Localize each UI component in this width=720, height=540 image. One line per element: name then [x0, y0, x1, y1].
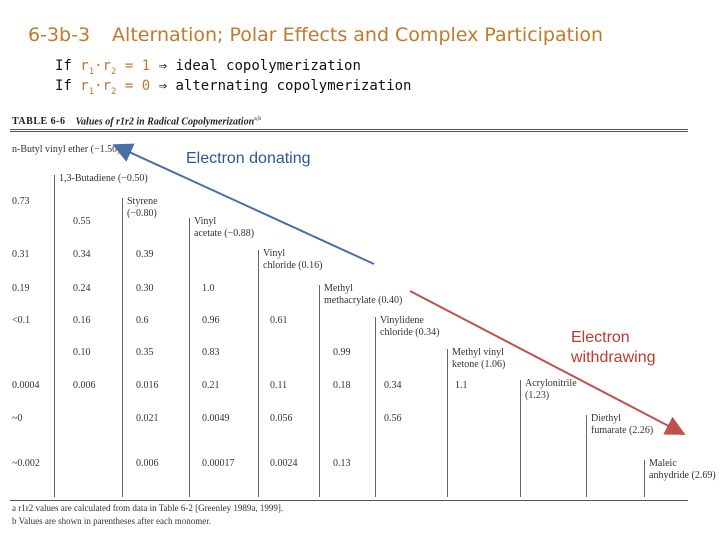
column-header-line: Styrene — [127, 196, 158, 207]
column-header-line: fumarate (2.26) — [591, 425, 654, 436]
table-cell: 0.55 — [73, 216, 91, 227]
table-cell: 0.83 — [202, 347, 220, 358]
column-header-line: n-Butyl vinyl ether (−1.50) — [12, 144, 121, 155]
table-cell: 0.19 — [12, 283, 30, 294]
table-cell: 0.016 — [136, 380, 159, 391]
footnote-a: a r1r2 values are calculated from data in Table 6-2 [Greenley 1989a, 1999]. — [12, 503, 284, 513]
table-cell: 0.73 — [12, 196, 30, 207]
column-header-line: Vinyl — [194, 216, 217, 227]
footnote-b: b Values are shown in parentheses after each monomer. — [12, 516, 212, 526]
column-header-line: Vinyl — [263, 248, 286, 259]
table-cell: <0.1 — [12, 315, 31, 326]
table-cell: 0.11 — [270, 380, 288, 391]
table-cell: 0.34 — [384, 380, 402, 391]
table-cell: 0.35 — [136, 347, 154, 358]
table-cell: 1.1 — [455, 380, 468, 391]
table-caption-sup: a,b — [254, 116, 262, 122]
column-header-line: Maleic — [649, 458, 677, 469]
table-cell: 0.31 — [12, 249, 30, 260]
table-cell: 0.30 — [136, 283, 154, 294]
column-header-line: chloride (0.16) — [263, 260, 323, 271]
table-cell: 0.24 — [73, 283, 91, 294]
table-cell: 0.56 — [384, 413, 402, 424]
table-cell: 0.10 — [73, 347, 91, 358]
column-header-line: (−0.80) — [127, 208, 157, 219]
table-cell: ~0.002 — [12, 458, 40, 469]
table-cell: 0.056 — [270, 413, 293, 424]
column-header-line: Methyl — [324, 283, 353, 294]
table-cell: 0.21 — [202, 380, 220, 391]
column-header-line: Vinylidene — [380, 315, 424, 326]
electron-withdrawing-label — [571, 328, 655, 368]
column-header-line: Methyl vinyl — [452, 347, 504, 358]
table-cell: 0.021 — [136, 413, 159, 424]
column-header-line: (1.23) — [525, 390, 550, 401]
column-header-line: Acrylonitrile — [525, 378, 577, 389]
column-header-line: Diethyl — [591, 413, 621, 424]
slide-title-text: Alternation; Polar Effects and Complex Participation — [112, 24, 604, 46]
table-cell: 0.13 — [333, 458, 351, 469]
table-label: TABLE 6-6 — [12, 116, 66, 128]
table-cell: 0.61 — [270, 315, 288, 326]
table-cell: 0.0004 — [12, 380, 40, 391]
column-header-line: chloride (0.34) — [380, 327, 440, 338]
condition-alternating: If $r_1\cdot r_2 = 0$ ⇒ alternating copolymerization — [55, 78, 412, 97]
column-header-line: methacrylate (0.40) — [324, 295, 403, 306]
column-header-line: ketone (1.06) — [452, 359, 506, 370]
table-cell: 0.96 — [202, 315, 220, 326]
electron-donating-label: Electron donating — [186, 150, 311, 167]
slide-number: 6-3b-3 — [28, 24, 91, 46]
table-cell: 0.39 — [136, 249, 154, 260]
table-cell: 0.99 — [333, 347, 351, 358]
table-cell: 0.006 — [136, 458, 159, 469]
table-cell: 0.0049 — [202, 413, 230, 424]
table-cell: ~0 — [12, 413, 23, 424]
table-cell: 0.0024 — [270, 458, 298, 469]
table-cell: 1.0 — [202, 283, 215, 294]
table-caption-text: Values of r1r2 in Radical Copolymerization — [75, 116, 255, 128]
table-cell: 0.006 — [73, 380, 96, 391]
table-cell: 0.34 — [73, 249, 91, 260]
table-cell: 0.16 — [73, 315, 91, 326]
table-cell: 0.00017 — [202, 458, 235, 469]
table-cell: 0.18 — [333, 380, 351, 391]
condition-ideal: If $r_1\cdot r_2 = 1$ ⇒ ideal copolymerization — [55, 58, 361, 77]
table-cell: 0.6 — [136, 315, 149, 326]
electron-withdrawing-line2: withdrawing — [571, 349, 656, 366]
electron-withdrawing-line1: Electron — [571, 329, 630, 346]
column-header-line: 1,3-Butadiene (−0.50) — [59, 173, 148, 184]
column-header-line: anhydride (2.69) — [649, 470, 716, 481]
column-header-line: acetate (−0.88) — [194, 228, 255, 239]
